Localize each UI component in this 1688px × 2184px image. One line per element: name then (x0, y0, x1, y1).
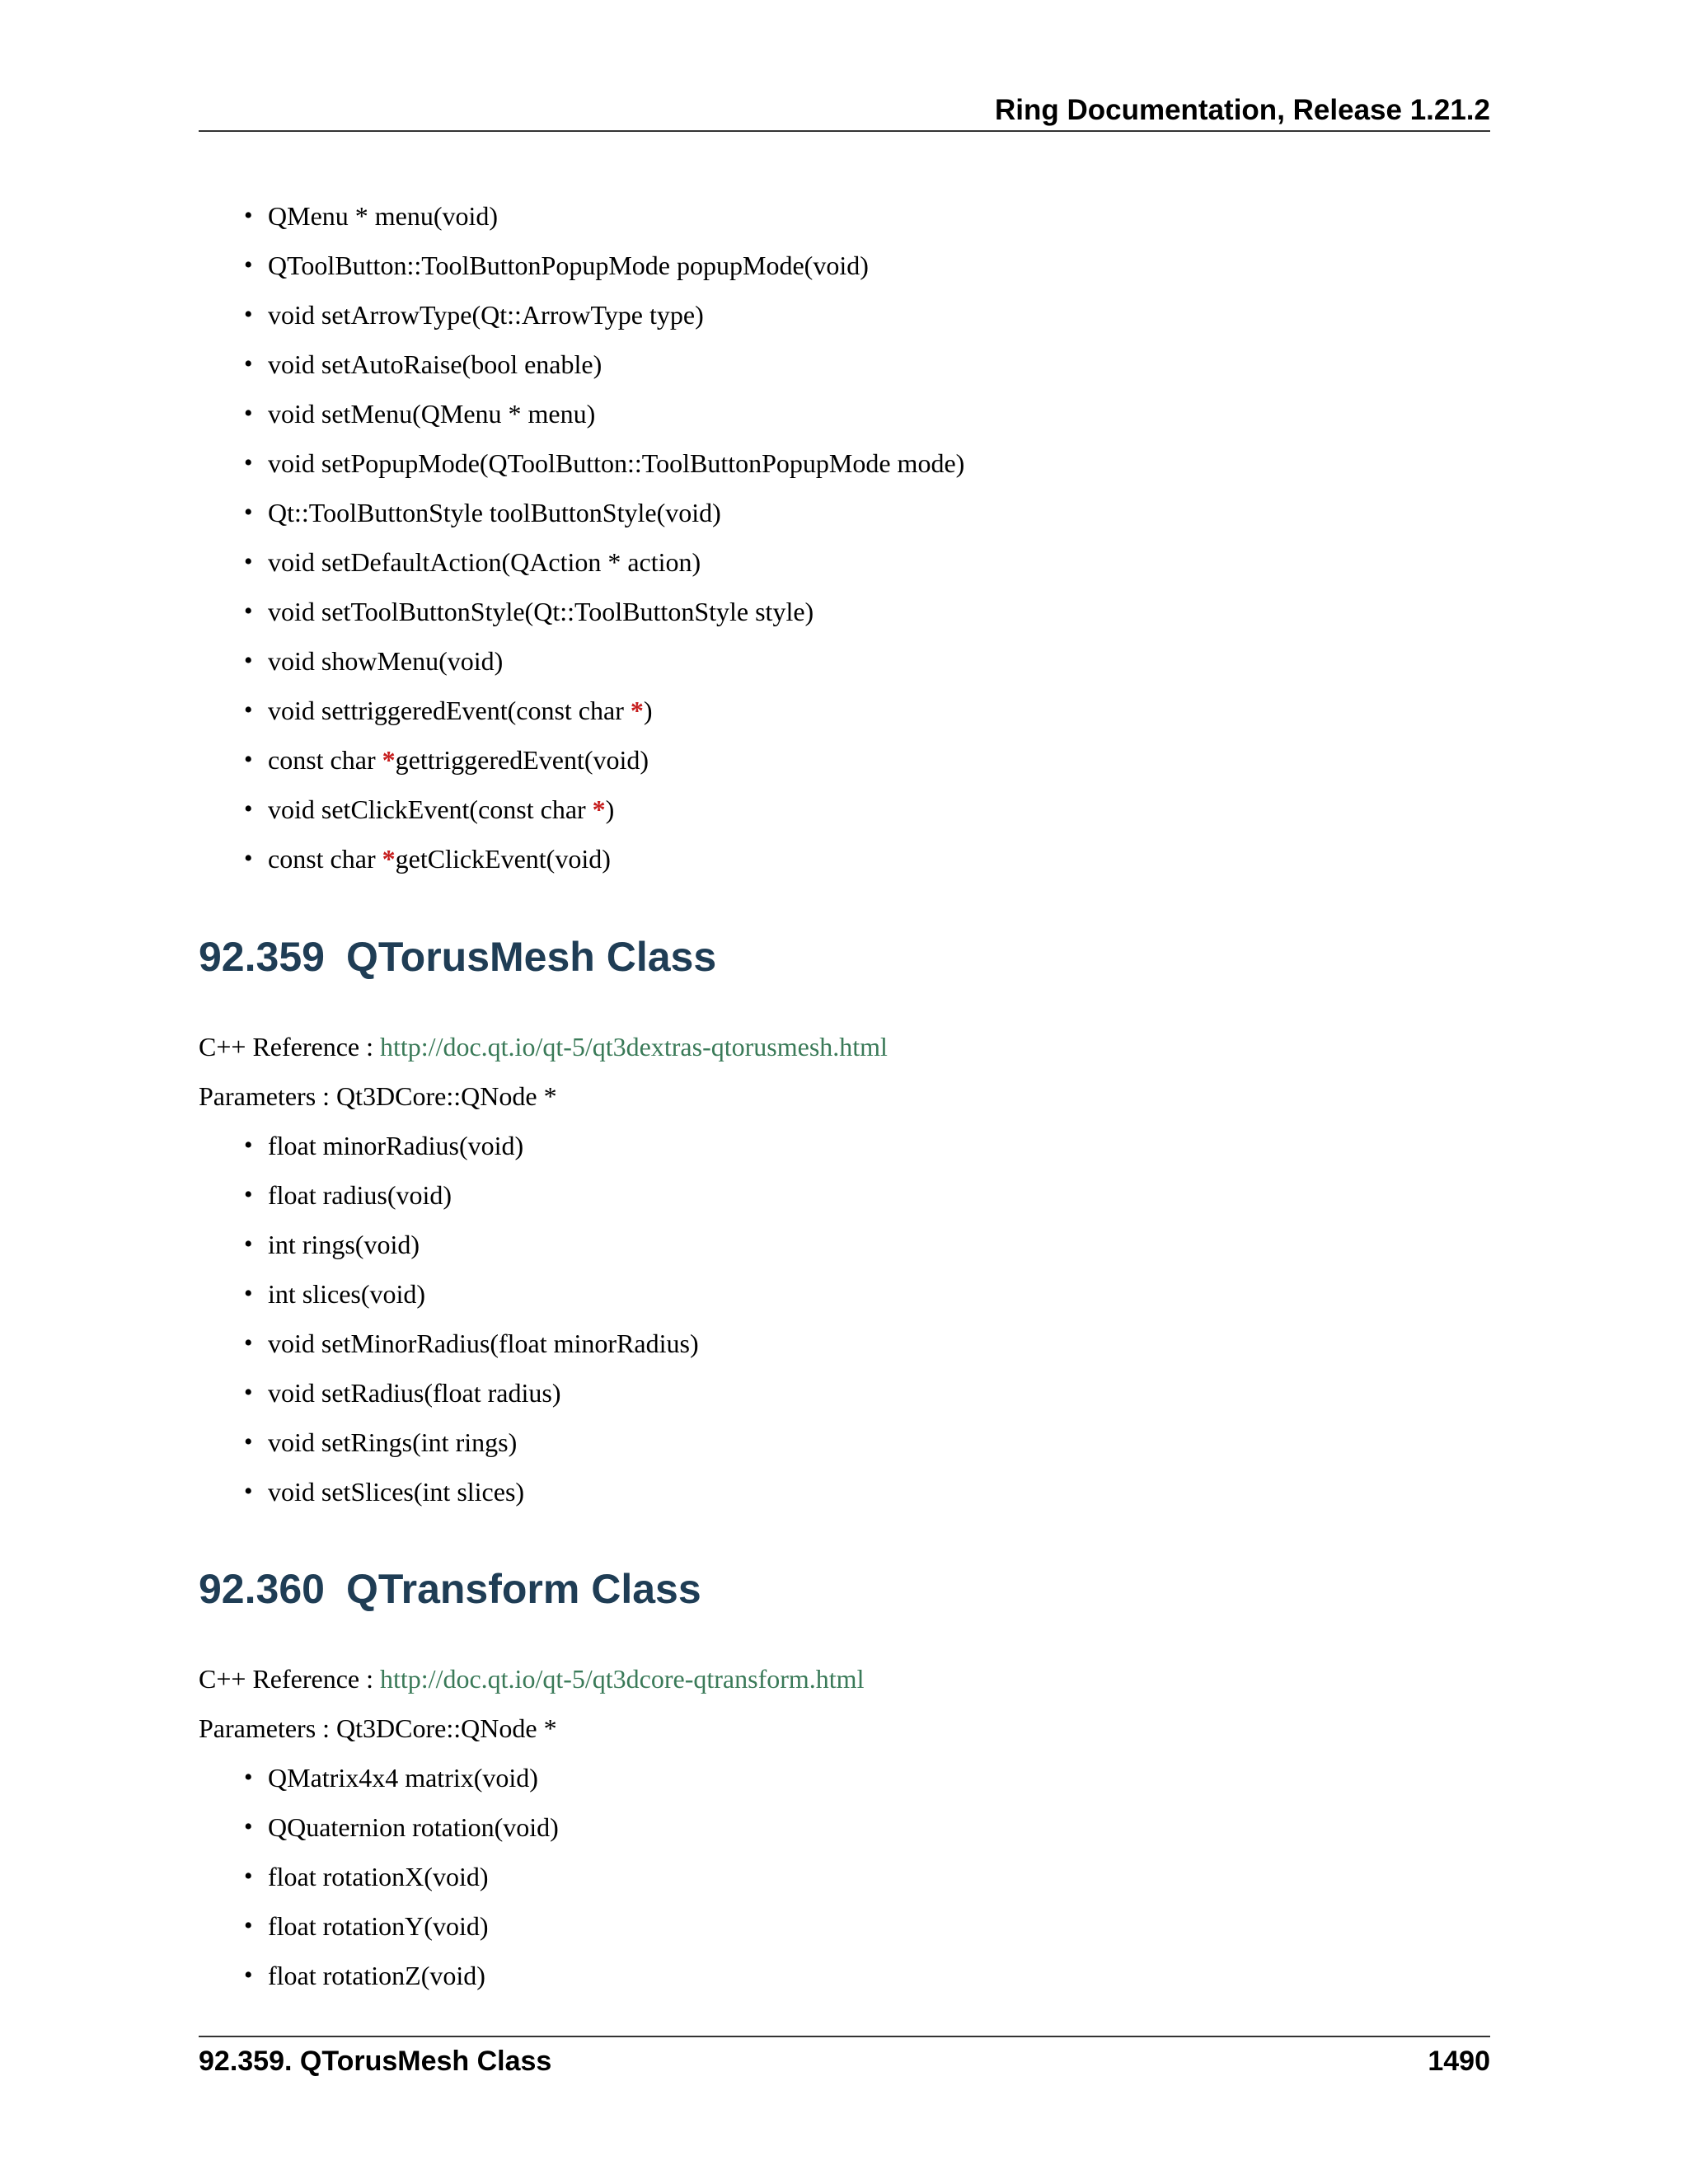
method-text-end: ) (643, 696, 653, 725)
document-title: Ring Documentation, Release 1.21.2 (994, 94, 1490, 126)
cpp-reference (199, 1022, 888, 1071)
method-text: int slices(void) (268, 1279, 426, 1309)
pointer-star: * (630, 696, 644, 725)
list-item (244, 834, 964, 883)
section-title: QTorusMesh Class (345, 934, 717, 980)
list-item (244, 1121, 699, 1170)
method-text: float radius(void) (268, 1180, 452, 1210)
method-text: void setDefaultAction(QAction * action) (268, 547, 701, 577)
method-text: Qt::ToolButtonStyle toolButtonStyle(void) (268, 498, 721, 527)
page-header (199, 91, 1490, 132)
method-text: float rotationX(void) (268, 1862, 489, 1891)
method-text: void setRadius(float radius) (268, 1378, 561, 1408)
list-item (244, 1467, 699, 1516)
list-item (244, 389, 964, 438)
method-text: void setSlices(int slices) (268, 1477, 525, 1507)
list-item (244, 1753, 559, 1802)
list-item (244, 686, 964, 735)
reference-link[interactable]: http://doc.qt.io/qt-5/qt3dcore-qtransform.html (380, 1664, 865, 1694)
reference-label: C++ Reference : (199, 1664, 380, 1694)
section-heading-qtorusmesh (199, 928, 716, 986)
method-text: void setMenu(QMenu * menu) (268, 399, 596, 429)
toolbutton-method-list (244, 191, 964, 883)
list-item (244, 785, 964, 834)
list-item (244, 735, 964, 785)
method-text: int rings(void) (268, 1230, 420, 1259)
list-item (244, 1220, 699, 1269)
method-text-end: ) (605, 794, 615, 824)
parameters-line: Parameters : Qt3DCore::QNode * (199, 1713, 557, 1743)
section-heading-qtransform (199, 1560, 701, 1618)
method-text: void setToolButtonStyle(Qt::ToolButtonStyle style) (268, 597, 814, 626)
list-item (244, 340, 964, 389)
list-item (244, 191, 964, 241)
page-footer (199, 2036, 1490, 2085)
method-text-start: const char (268, 745, 382, 775)
list-item (244, 1852, 559, 1901)
list-item (244, 587, 964, 636)
method-text: float minorRadius(void) (268, 1131, 524, 1160)
page-number: 1490 (1428, 2046, 1490, 2077)
list-item (244, 636, 964, 686)
list-item (244, 241, 964, 290)
method-text-start: void setClickEvent(const char (268, 794, 593, 824)
cpp-reference (199, 1654, 864, 1704)
parameters-line: Parameters : Qt3DCore::QNode * (199, 1081, 557, 1111)
method-text: QMatrix4x4 matrix(void) (268, 1763, 538, 1793)
method-text: QToolButton::ToolButtonPopupMode popupMode(void) (268, 251, 869, 280)
list-item (244, 1951, 559, 2000)
pointer-star: * (592, 794, 606, 824)
method-text: QQuaternion rotation(void) (268, 1812, 559, 1842)
method-text: void setMinorRadius(float minorRadius) (268, 1329, 699, 1358)
pointer-star: * (382, 745, 396, 775)
method-text: void setRings(int rings) (268, 1427, 518, 1457)
reference-label: C++ Reference : (199, 1032, 380, 1062)
method-text-start: void settriggeredEvent(const char (268, 696, 631, 725)
list-item (244, 1319, 699, 1368)
reference-link[interactable]: http://doc.qt.io/qt-5/qt3dextras-qtorusmesh.html (380, 1032, 888, 1062)
method-text: void setPopupMode(QToolButton::ToolButtonPopupMode mode) (268, 448, 965, 478)
list-item (244, 1901, 559, 1951)
qtorusmesh-method-list (244, 1121, 699, 1516)
list-item (244, 488, 964, 537)
method-text: void setArrowType(Qt::ArrowType type) (268, 300, 704, 330)
pointer-star: * (382, 844, 396, 874)
method-text-end: getClickEvent(void) (395, 844, 611, 874)
list-item (244, 1170, 699, 1220)
list-item (244, 1368, 699, 1418)
qtransform-method-list (244, 1753, 559, 2000)
list-item (244, 1269, 699, 1319)
method-text: QMenu * menu(void) (268, 201, 499, 231)
method-text-end: gettriggeredEvent(void) (395, 745, 649, 775)
method-text: void showMenu(void) (268, 646, 504, 676)
section-number: 92.359 (199, 934, 325, 980)
method-text-start: const char (268, 844, 382, 874)
footer-section-title: 92.359. QTorusMesh Class (199, 2046, 552, 2077)
method-text: float rotationZ(void) (268, 1961, 485, 1990)
list-item (244, 1418, 699, 1467)
list-item (244, 438, 964, 488)
section-number: 92.360 (199, 1566, 325, 1612)
list-item (244, 537, 964, 587)
section-title: QTransform Class (345, 1566, 701, 1612)
list-item (244, 1802, 559, 1852)
method-text: float rotationY(void) (268, 1911, 489, 1941)
method-text: void setAutoRaise(bool enable) (268, 349, 603, 379)
list-item (244, 290, 964, 340)
